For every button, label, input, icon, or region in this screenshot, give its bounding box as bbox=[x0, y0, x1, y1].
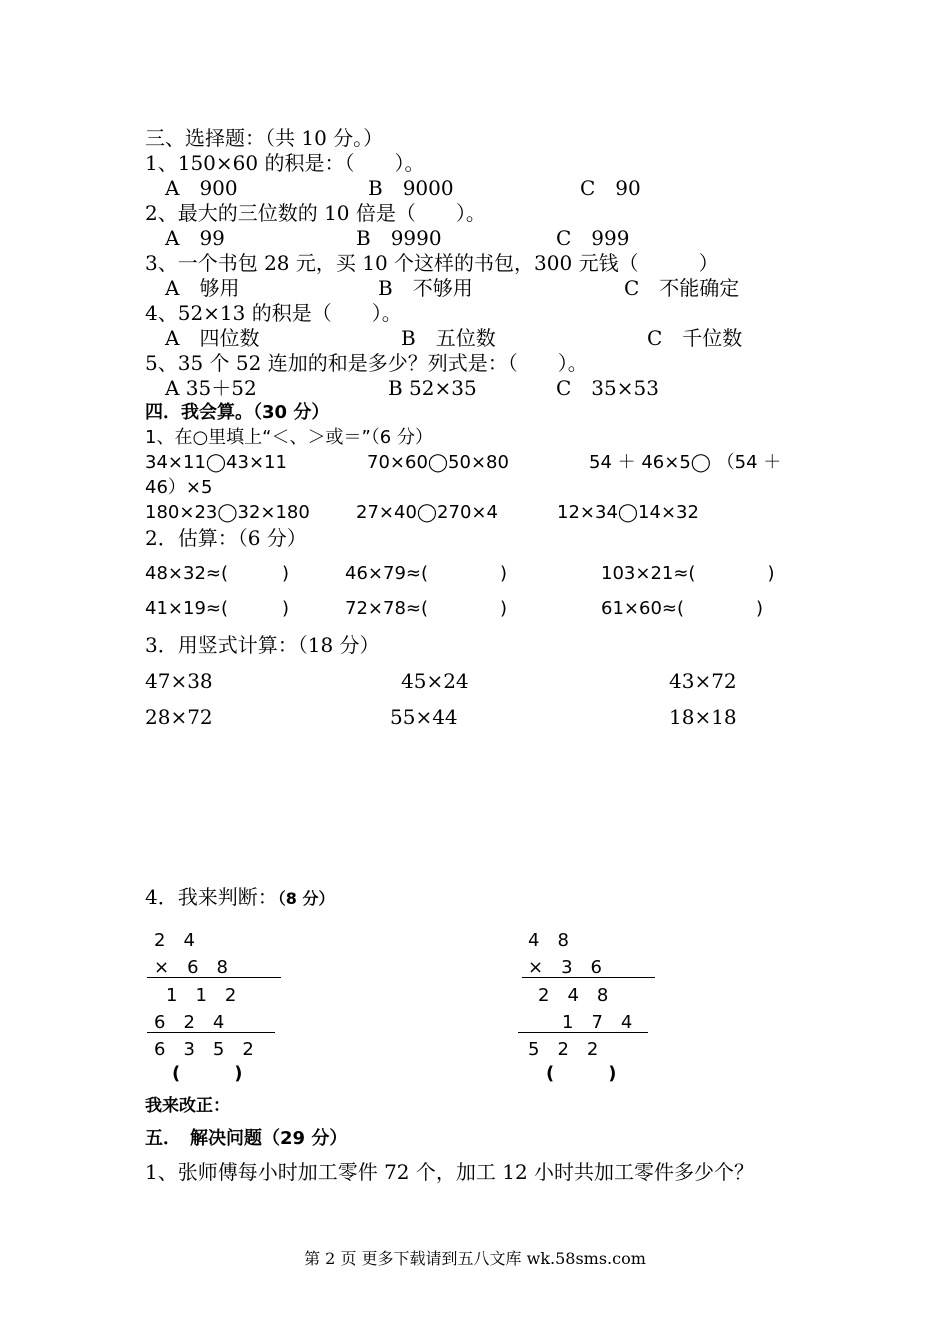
vertical-calc-item: 43×72 bbox=[669, 669, 737, 693]
q4-option-c: C 千位数 bbox=[647, 326, 743, 350]
estimate-item: 46×79≈( ) bbox=[345, 563, 508, 584]
q2-option-a: A 99 bbox=[165, 226, 225, 250]
compare-item: 54 ＋ 46×5◯ （54 ＋ bbox=[589, 452, 782, 473]
left-judge-paren: ( ) bbox=[172, 1063, 243, 1084]
question-2: 2、最大的三位数的 10 倍是（ ）。 bbox=[145, 201, 486, 225]
vertical-calc-item: 47×38 bbox=[145, 669, 213, 693]
vertical-calc-title: 3．用竖式计算：（18 分） bbox=[145, 633, 380, 657]
estimate-item: 61×60≈( ) bbox=[601, 598, 764, 619]
word-problem-1: 1、张师傅每小时加工零件 72 个，加工 12 小时共加工零件多少个？ bbox=[145, 1160, 755, 1184]
q3-option-c: C 不能确定 bbox=[624, 276, 740, 300]
q1-option-b: B 9000 bbox=[368, 176, 454, 200]
vertical-calc-item: 55×44 bbox=[390, 705, 458, 729]
compare-item: 27×40◯270×4 bbox=[356, 502, 498, 523]
compare-item-wrap: 46）×5 bbox=[145, 477, 213, 498]
q5-option-a: A 35＋52 bbox=[165, 376, 257, 400]
right-calc-line-4: 1 7 4 bbox=[562, 1012, 633, 1033]
right-calc-line-3: 2 4 8 bbox=[538, 985, 609, 1006]
compare-item: 12×34◯14×32 bbox=[557, 502, 699, 523]
question-3: 3、一个书包 28 元，买 10 个这样的书包，300 元钱（ ） bbox=[145, 251, 719, 275]
page-footer: 第 2 页 更多下载请到五八文库 wk.58sms.com bbox=[304, 1249, 646, 1268]
left-calc-rule-2 bbox=[147, 1032, 275, 1033]
estimate-item: 103×21≈( ) bbox=[601, 563, 775, 584]
section5-title: 五． 解决问题（29 分） bbox=[145, 1128, 348, 1149]
left-calc-line-1: 2 4 bbox=[154, 930, 195, 951]
question-1: 1、150×60 的积是：（ ）。 bbox=[145, 151, 425, 175]
vertical-calc-item: 45×24 bbox=[401, 669, 469, 693]
right-calc-line-2: × 3 6 bbox=[528, 957, 602, 978]
vertical-calc-item: 28×72 bbox=[145, 705, 213, 729]
right-judge-paren: ( ) bbox=[546, 1063, 617, 1084]
question-5: 5、35 个 52 连加的和是多少？列式是：（ ）。 bbox=[145, 351, 588, 375]
estimate-item: 41×19≈( ) bbox=[145, 598, 290, 619]
question-4: 4、52×13 的积是（ ）。 bbox=[145, 301, 402, 325]
left-calc-line-3: 1 1 2 bbox=[166, 985, 237, 1006]
correction-label: 我来改正： bbox=[145, 1096, 230, 1116]
q5-option-b: B 52×35 bbox=[388, 376, 477, 400]
q2-option-b: B 9990 bbox=[356, 226, 442, 250]
judge-score: （8 分） bbox=[277, 889, 335, 908]
estimate-item: 48×32≈( ) bbox=[145, 563, 290, 584]
compare-item: 34×11◯43×11 bbox=[145, 452, 287, 473]
right-calc-rule-2 bbox=[518, 1032, 648, 1033]
judge-title-text: 4．我来判断： bbox=[145, 885, 278, 909]
q1-option-c: C 90 bbox=[580, 176, 641, 200]
left-calc-line-4: 6 2 4 bbox=[154, 1012, 225, 1033]
q4-option-a: A 四位数 bbox=[165, 326, 260, 350]
section4-title: 四．我会算。（30 分） bbox=[145, 402, 330, 423]
left-calc-line-2: × 6 8 bbox=[154, 957, 228, 978]
q1-option-a: A 900 bbox=[165, 176, 238, 200]
estimate-title: 2．估算：（6 分） bbox=[145, 526, 307, 550]
left-calc-line-5: 6 3 5 2 bbox=[154, 1039, 254, 1060]
q3-option-a: A 够用 bbox=[165, 276, 240, 300]
q5-option-c: C 35×53 bbox=[556, 376, 659, 400]
vertical-calc-item: 18×18 bbox=[669, 705, 737, 729]
q2-option-c: C 999 bbox=[556, 226, 630, 250]
estimate-item: 72×78≈( ) bbox=[345, 598, 508, 619]
right-calc-rule-1 bbox=[522, 977, 655, 978]
compare-title: 1、在○里填上“＜、＞或＝”（6 分） bbox=[145, 427, 433, 448]
q4-option-b: B 五位数 bbox=[401, 326, 496, 350]
compare-item: 180×23◯32×180 bbox=[145, 502, 310, 523]
q3-option-b: B 不够用 bbox=[378, 276, 473, 300]
section3-title: 三、选择题：（共 10 分。） bbox=[145, 126, 384, 150]
compare-item: 70×60◯50×80 bbox=[367, 452, 509, 473]
judge-title bbox=[145, 885, 334, 911]
right-calc-line-5: 5 2 2 bbox=[528, 1039, 599, 1060]
right-calc-line-1: 4 8 bbox=[528, 930, 569, 951]
left-calc-rule-1 bbox=[147, 977, 281, 978]
